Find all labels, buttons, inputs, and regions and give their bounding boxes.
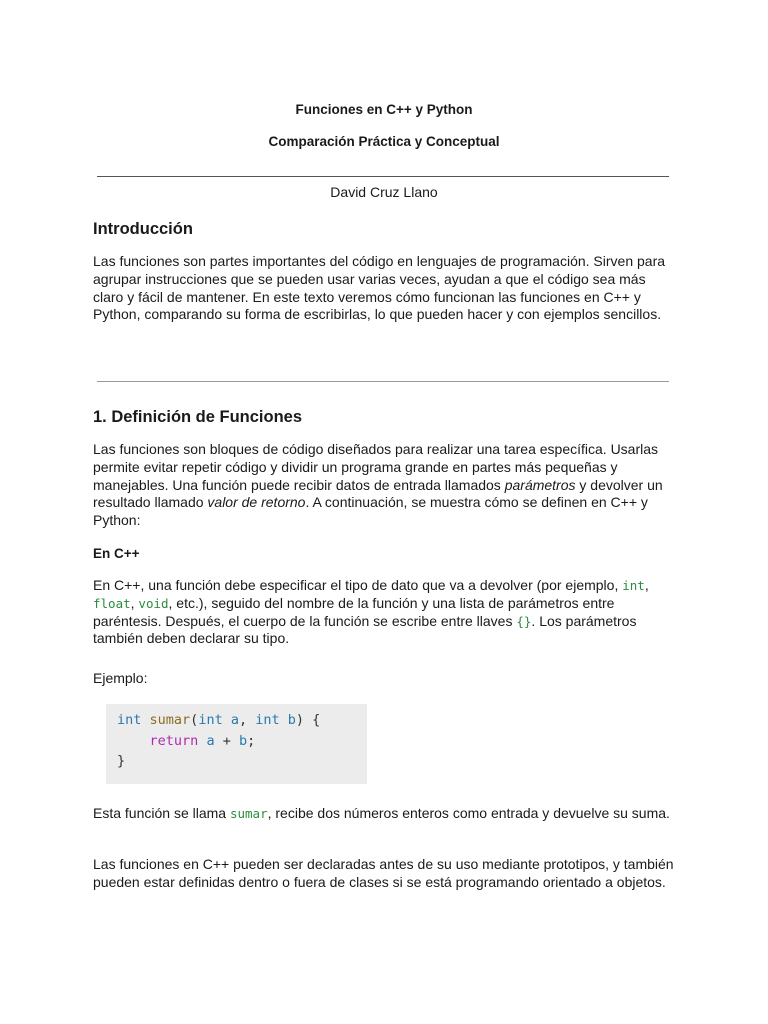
declaration-paragraph: Las funciones en C++ pueden ser declaradas antes de su uso mediante prototipos, y también pueden estar definidas dentro o fuera de clases si se está programando orientado a objetos. (93, 856, 674, 890)
intro-heading: Introducción (93, 220, 193, 238)
section1-heading: 1. Definición de Funciones (93, 408, 303, 426)
intro-paragraph: Las funciones son partes importantes del código en lenguajes de programación. Sirven para agrupar instrucciones que se pueden usar varias veces, ayudan a que el código sea más claro y fácil de mantener. En este texto veremos cómo funcionan las funciones en C++ y Python, comparando su forma de escribirlas, lo que pueden hacer y con ejemplos sencillos. (93, 253, 666, 323)
code-listing: int sumar(int a, int b) { return a + b; } (117, 712, 321, 769)
inline-code-void: void (138, 595, 169, 611)
definition-paragraph: Las funciones son bloques de código diseñados para realizar una tarea específica. Usarlas permite evitar repetir código y dividir un programa grande en partes más pequeñas y manejables. Una función puede recibir datos de entrada llamados parámetros y devolver un resultado llamado valor de retorno. A continuación, se muestra cómo se definen en C++ y Python: (93, 441, 663, 529)
sumar-paragraph: Esta función se llama sumar, recibe dos números enteros como entrada y devuelve su suma. (93, 805, 670, 821)
inline-code-braces: {} (516, 613, 532, 629)
example-label: Ejemplo: (93, 670, 148, 686)
document-author: David Cruz Llano (330, 184, 438, 200)
code-block (106, 704, 367, 784)
document-title: Funciones en C++ y Python (295, 102, 473, 117)
inline-code-int: int (622, 578, 645, 593)
document-subtitle: Comparación Práctica y Conceptual (268, 134, 500, 149)
title-divider (97, 176, 669, 177)
term-valor-de-retorno: valor de retorno (207, 494, 306, 511)
cpp-paragraph: En C++, una función debe especificar el tipo de dato que va a devolver (por ejemplo, int, float, void, etc.), seguido del nombre de la función y una lista de parámetros entre paréntesis. Después, el cuerpo de la función se escribe entre llaves {}. Los parámetros también deben declarar su tipo. (93, 577, 649, 647)
cpp-subheading: En C++ (93, 546, 140, 561)
term-parametros: parámetros (504, 476, 576, 493)
section-divider (97, 381, 669, 382)
inline-code-sumar: sumar (229, 806, 268, 821)
inline-code-float: float (93, 595, 131, 611)
